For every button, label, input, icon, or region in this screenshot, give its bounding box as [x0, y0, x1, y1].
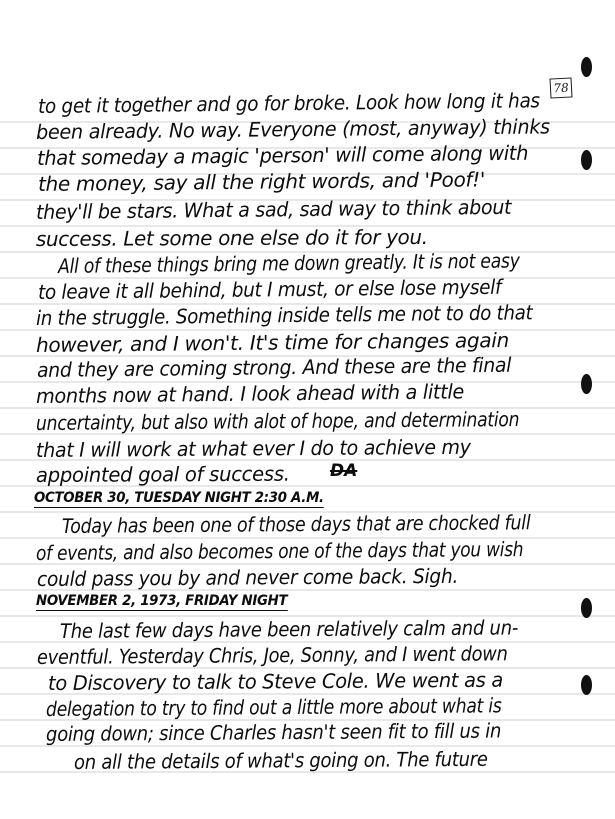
text-line: that someday a magic 'person' will come along with	[36, 140, 529, 170]
text-line: been already. No way. Everyone (most, anyway) thinks	[35, 114, 550, 144]
punch-hole	[581, 374, 592, 394]
text-line: on all the details of what's going on. The future	[73, 746, 488, 774]
text-line: The last few days have been relatively calm and un-	[59, 615, 519, 643]
text-line: appointed goal of success.	[35, 461, 290, 487]
text-line: to get it together and go for broke. Look how long it has	[37, 88, 540, 118]
entry-heading-november: NOVEMBER 2, 1973, FRIDAY NIGHT	[36, 593, 288, 609]
text-line: eventful. Yesterday Chris, Joe, Sonny, and I went down	[36, 641, 508, 669]
punch-hole	[581, 675, 592, 695]
punch-hole	[581, 57, 592, 77]
text-line: uncertainty, but also with alot of hope, and determination	[35, 407, 520, 435]
text-line: All of these things bring me down greatly. It is not easy	[57, 248, 520, 278]
text-line: months now at hand. I look ahead with a little	[35, 379, 465, 408]
punch-hole	[581, 598, 592, 618]
page-number: 78	[549, 77, 572, 98]
crossed-out-mark: DA	[330, 461, 358, 481]
text-line: in the struggle. Something inside tells me not to do that	[35, 300, 533, 330]
text-line: the money, say all the right words, and 'Poof!'	[37, 167, 486, 196]
text-line: delegation to try to find out a little more about what is	[45, 693, 502, 721]
entry-heading-october: OCTOBER 30, TUESDAY NIGHT 2:30 A.M.	[34, 490, 324, 506]
text-line: to Discovery to talk to Steve Cole. We went as a	[47, 667, 504, 695]
text-line: could pass you by and never come back. Sigh.	[36, 563, 459, 591]
text-line: they'll be stars. What a sad, sad way to think about	[35, 194, 512, 224]
text-line: Today has been one of those days that are chocked full	[61, 510, 531, 538]
text-line: success. Let some one else do it for you.	[35, 224, 428, 251]
text-line: going down; since Charles hasn't seen fit to fill us in	[45, 718, 502, 746]
punch-hole	[581, 150, 592, 170]
text-line: and they are coming strong. And these are the final	[36, 352, 512, 382]
text-line: of events, and also becomes one of the days that you wish	[35, 536, 524, 565]
text-line: to leave it all behind, but I must, or else lose myself	[37, 274, 502, 304]
text-line: that I will work at what ever I do to achieve my	[35, 434, 471, 462]
text-line: however, and I won't. It's time for changes again	[35, 328, 510, 357]
